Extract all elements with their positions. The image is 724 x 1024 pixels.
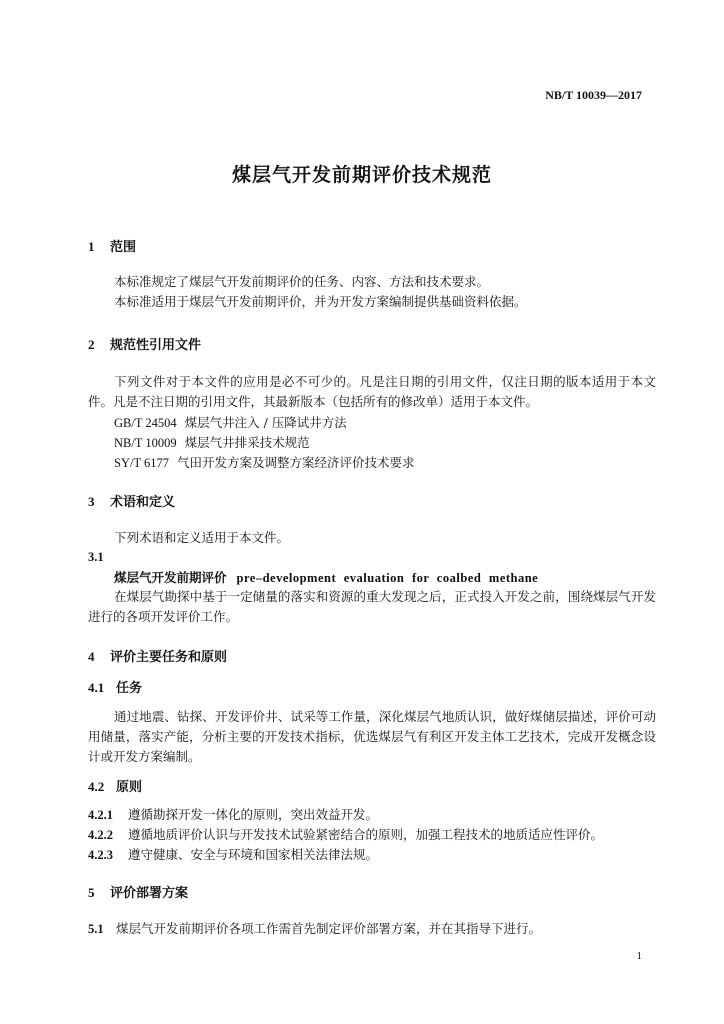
reference-code: SY/T 6177	[114, 456, 169, 470]
document-title: 煤层气开发前期评价技术规范	[231, 164, 492, 186]
section-title: 规范性引用文件	[110, 338, 202, 353]
reference-title: 气田开发方案及调整方案经济评价技术要求	[177, 455, 415, 470]
section-1-heading	[88, 236, 136, 255]
clause-number: 5.1	[88, 922, 104, 936]
standard-code: NB/T 10039—2017	[545, 88, 642, 102]
section-number: 1	[88, 239, 95, 254]
paragraph: 下列文件对于本文件的应用是必不可少的。凡是注日期的引用文件，仅注日期的版本适用于本文件。凡是不注日期的引用文件，其最新版本（包括所有的修改单）适用于本文件。	[88, 374, 656, 409]
clause-text: 煤层气开发前期评价各项工作需首先制定评价部署方案，并在其指导下进行。	[116, 921, 542, 936]
clause-item	[88, 825, 603, 845]
reference-code: NB/T 10009	[114, 436, 177, 450]
section-title: 评价部署方案	[110, 886, 189, 901]
paragraph: 本标准适用于煤层气开发前期评价，并为开发方案编制提供基础资料依据。	[114, 294, 527, 309]
subsection-number: 4.2	[88, 779, 105, 794]
reference-title: 煤层气井注入 / 压降试井方法	[184, 415, 347, 430]
section-3-heading	[88, 491, 175, 510]
section-number: 4	[88, 649, 95, 664]
normative-reference	[114, 433, 310, 453]
section-number: 3	[88, 494, 95, 509]
clause-text: 遵循地质评价认识与开发技术试验紧密结合的原则，加强工程技术的地质适应性评价。	[128, 827, 604, 842]
section-2-heading	[88, 334, 201, 353]
reference-title: 煤层气井排采技术规范	[184, 435, 310, 450]
clause-item	[88, 845, 378, 865]
term-english: pre–development evaluation for coalbed methane	[236, 571, 539, 585]
term-entry	[114, 568, 538, 588]
clause-text: 遵守健康、安全与环境和国家相关法律法规。	[128, 847, 379, 862]
paragraph: 下列术语和定义适用于本文件。	[114, 530, 290, 545]
paragraph: 通过地震、钻探、开发评价井、试采等工作量，深化煤层气地质认识，做好煤储层描述，评价可动用储量，落实产能，分析主要的开发技术指标，优选煤层气有利区开发主体工艺技术，完成开发概念设计或开发方案编制。	[88, 709, 656, 764]
clause-number: 4.2.1	[88, 808, 113, 822]
section-5-heading	[88, 882, 188, 901]
normative-reference	[114, 453, 415, 473]
clause-item	[88, 919, 541, 939]
subsection-number: 4.1	[88, 680, 105, 695]
section-title: 评价主要任务和原则	[110, 650, 228, 665]
section-number: 5	[88, 885, 95, 900]
term-chinese: 煤层气开发前期评价	[114, 570, 227, 585]
clause-number: 4.2.2	[88, 828, 113, 842]
subsection-4-2-heading	[88, 776, 142, 795]
normative-reference	[114, 413, 347, 433]
page-number: 1	[636, 950, 642, 962]
subsection-title: 任务	[116, 681, 143, 696]
subsection-4-1-heading	[88, 677, 142, 696]
term-definition: 在煤层气勘探中基于一定储量的落实和资源的重大发现之后，正式投入开发之前，围绕煤层气开发进行的各项开发评价工作。	[88, 589, 656, 624]
section-number: 2	[88, 337, 95, 352]
term-number: 3.1	[88, 550, 104, 564]
clause-item	[88, 805, 378, 825]
clause-number: 4.2.3	[88, 848, 113, 862]
section-title: 范围	[110, 240, 137, 255]
clause-text: 遵循勘探开发一体化的原则，突出效益开发。	[128, 807, 379, 822]
paragraph: 本标准规定了煤层气开发前期评价的任务、内容、方法和技术要求。	[114, 274, 490, 289]
reference-code: GB/T 24504	[114, 416, 177, 430]
section-title: 术语和定义	[110, 495, 176, 510]
subsection-title: 原则	[116, 780, 143, 795]
section-4-heading	[88, 646, 227, 665]
